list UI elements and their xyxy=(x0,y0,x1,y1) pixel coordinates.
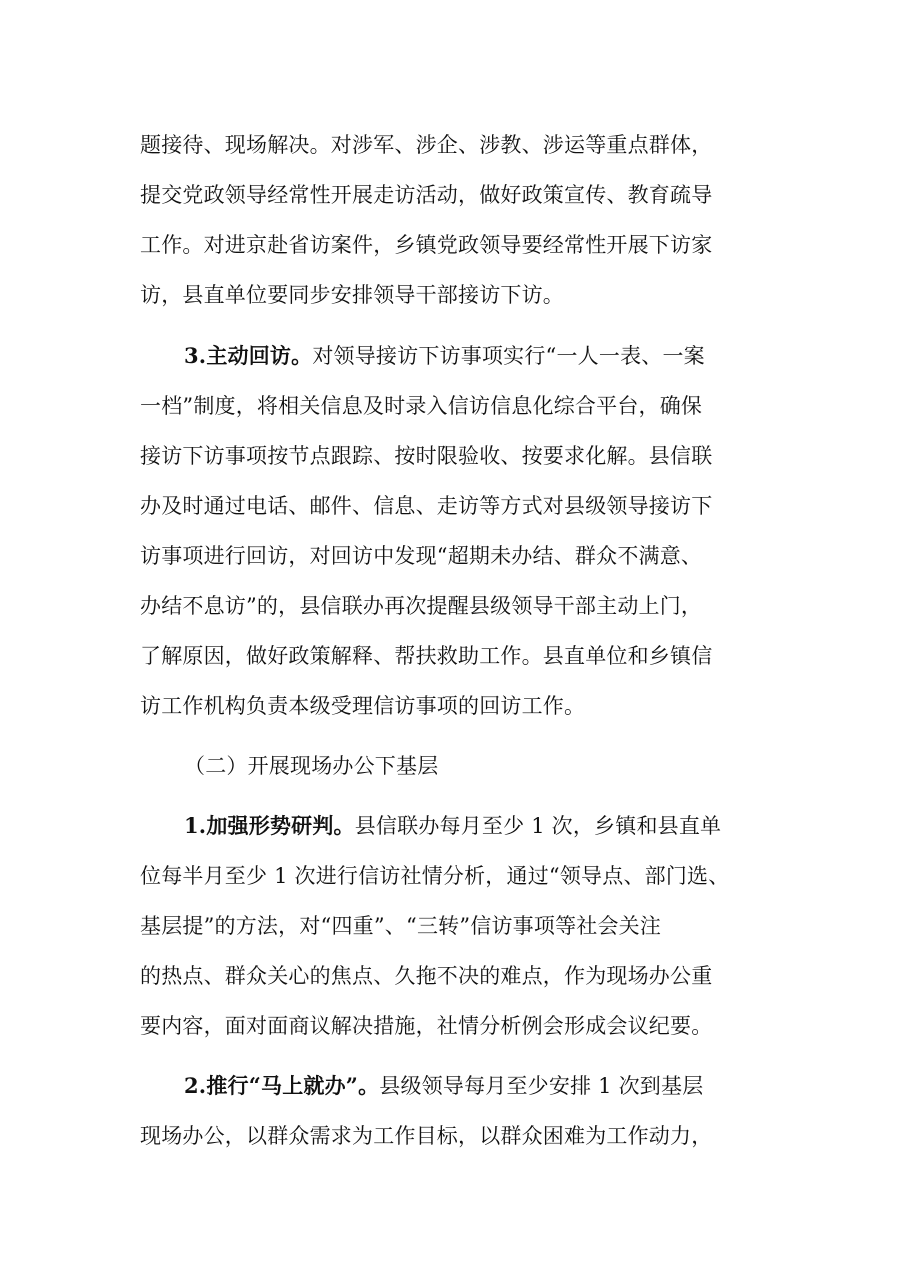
paragraph-line: 基层提”的方法，对“四重”、“三转”信访事项等社会关注 xyxy=(140,914,662,938)
paragraph-line: 工作。对进京赴省访案件，乡镇党政领导要经常性开展下访家 xyxy=(140,233,713,257)
item-text: 县信联办每月至少 1 次，乡镇和县直单 xyxy=(354,814,722,838)
paragraph-line: 办及时通过电话、邮件、信息、走访等方式对县级领导接访下 xyxy=(140,494,713,518)
paragraph-line: 现场办公，以群众需求为工作目标，以群众困难为工作动力， xyxy=(140,1124,713,1148)
paragraph-line: 要内容，面对面商议解决措施，社情分析例会形成会议纪要。 xyxy=(140,1014,713,1038)
item-text: 县级领导每月至少安排 1 次到基层 xyxy=(379,1074,704,1098)
paragraph-line: 一档”制度，将相关信息及时录入信访信息化综合平台，确保 xyxy=(140,394,703,418)
paragraph-line: 访，县直单位要同步安排领导干部接访下访。 xyxy=(140,283,564,307)
item-first-line xyxy=(184,1072,703,1100)
paragraph-line: 位每半月至少 1 次进行信访社情分析，通过“领导点、部门选、 xyxy=(140,864,730,888)
paragraph-line: 办结不息访”的，县信联办再次提醒县级领导干部主动上门， xyxy=(140,594,703,618)
paragraph-line: 提交党政领导经常性开展走访活动，做好政策宣传、教育疏导 xyxy=(140,183,713,207)
section-first-line xyxy=(184,342,705,370)
paragraph-line: 接访下访事项按节点跟踪、按时限验收、按要求化解。县信联 xyxy=(140,444,713,468)
section-heading: 3.主动回访。 xyxy=(184,343,313,368)
paragraph-line: 访工作机构负责本级受理信访事项的回访工作。 xyxy=(140,694,586,718)
item-heading: 1.加强形势研判。 xyxy=(184,813,355,838)
paragraph-line: 访事项进行回访，对回访中发现“超期未办结、群众不满意、 xyxy=(140,544,703,568)
subsection-title: （二）开展现场办公下基层 xyxy=(184,754,439,778)
item-first-line xyxy=(184,812,721,840)
paragraph-line: 题接待、现场解决。对涉军、涉企、涉教、涉运等重点群体， xyxy=(140,133,713,157)
paragraph-line: 的热点、群众关心的焦点、久拖不决的难点，作为现场办公重 xyxy=(140,964,713,988)
section-text: 对领导接访下访事项实行“一人一表、一案 xyxy=(312,344,705,368)
item-heading: 2.推行“马上就办”。 xyxy=(184,1073,380,1098)
paragraph-line: 了解原因，做好政策解释、帮扶救助工作。县直单位和乡镇信 xyxy=(140,644,713,668)
